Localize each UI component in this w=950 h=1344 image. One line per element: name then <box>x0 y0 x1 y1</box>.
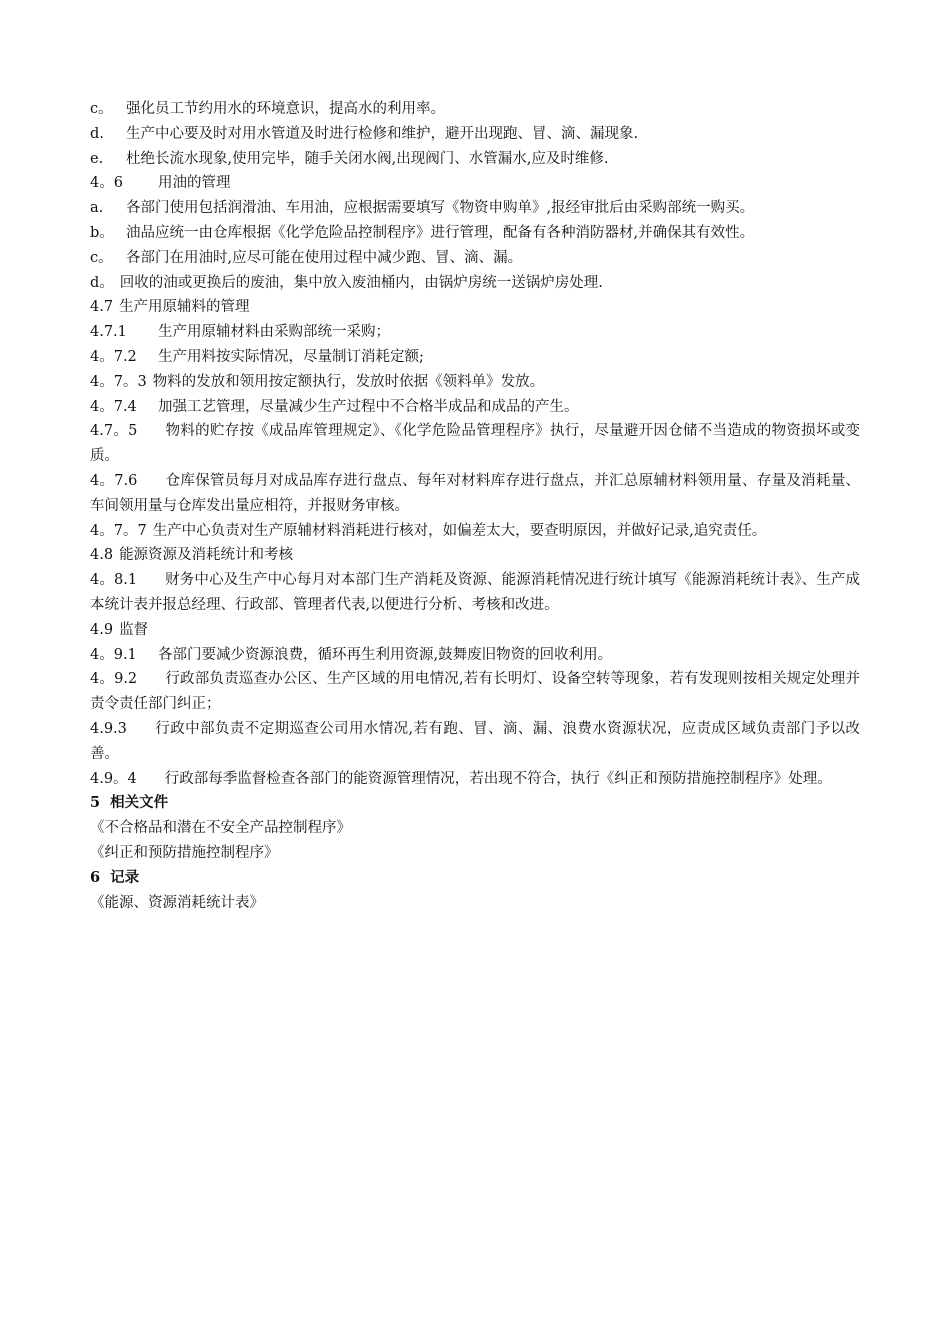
clause-text: 仓库保管员每月对成品库存进行盘点、每年对材料库存进行盘点，并汇总原辅材料领用量、存量及消耗量、车间领用量与仓库发出量应相符，并报财务审核。 <box>90 472 860 514</box>
clause-text: 物料的贮存按《成品库管理规定》、《化学危险品管理程序》执行，尽量避开因仓储不当造成的物资损坏或变质。 <box>90 423 860 465</box>
document-line <box>90 320 860 345</box>
document-line <box>90 345 860 370</box>
clause-number: d. <box>90 125 104 142</box>
clause-text: 杜绝长流水现象,使用完毕，随手关闭水阀,出现阀门、水管漏水,应及时维修. <box>126 150 609 167</box>
clause-number: 4.8 <box>90 547 114 564</box>
clause-number: 4。8.1 <box>90 572 138 589</box>
document-line <box>90 246 860 271</box>
document-line <box>90 643 860 668</box>
document-line <box>90 147 860 172</box>
document-line <box>90 122 860 147</box>
document-line <box>90 395 860 420</box>
clause-number: 4.7。5 <box>90 423 138 440</box>
clause-number: 5 <box>90 794 101 812</box>
clause-text: 行政部负责巡查办公区、生产区域的用电情况,若有长明灯、设备空转等现象，若有发现则按相关规定处理并责令责任部门纠正； <box>90 671 860 713</box>
clause-text: 《能源、资源消耗统计表》 <box>90 894 264 911</box>
clause-number: 6 <box>90 868 101 886</box>
document-line <box>90 419 860 469</box>
clause-text: 生产用原辅材料由采购部统一采购； <box>158 324 390 341</box>
clause-number: 4。7。7 <box>90 522 147 539</box>
clause-text: 各部门使用包括润滑油、车用油，应根据需要填写《物资申购单》,报经审批后由采购部统一购买。 <box>126 200 755 217</box>
section-heading <box>90 866 860 891</box>
document-line <box>90 271 860 296</box>
section-heading <box>90 791 860 816</box>
document-line <box>90 717 860 767</box>
clause-text: 物料的发放和领用按定额执行，发放时依据《领料单》发放。 <box>152 373 545 390</box>
document-line <box>90 618 860 643</box>
clause-text: 强化员工节约用水的环境意识，提高水的利用率。 <box>126 101 445 117</box>
clause-number: a. <box>90 200 104 217</box>
document-line <box>90 667 860 717</box>
document-line <box>90 196 860 221</box>
document-line <box>90 519 860 544</box>
clause-number: 4。9.2 <box>90 671 138 688</box>
document-line <box>90 97 860 122</box>
clause-text: 各部门在用油时,应尽可能在使用过程中减少跑、冒、滴、漏。 <box>126 249 523 266</box>
clause-text: 相关文件 <box>110 794 169 812</box>
clause-number: 4。7.4 <box>90 398 137 415</box>
clause-number: 4.9。4 <box>90 770 137 787</box>
document-line <box>90 370 860 395</box>
clause-text: 生产用料按实际情况，尽量制订消耗定额; <box>158 348 424 365</box>
document-line <box>90 543 860 568</box>
document-line <box>90 891 860 916</box>
clause-text: 《纠正和预防措施控制程序》 <box>90 844 279 861</box>
clause-text: 行政中部负责不定期巡查公司用水情况,若有跑、冒、滴、漏、浪费水资源状况，应责成区域负责部门予以改善。 <box>90 720 860 762</box>
clause-number: 4。7.6 <box>90 472 138 489</box>
clause-number: e. <box>90 150 104 167</box>
clause-number: c。 <box>90 249 113 266</box>
clause-number: 4。9.1 <box>90 646 137 663</box>
clause-number: 4.9 <box>90 621 114 638</box>
clause-number: c。 <box>90 101 113 117</box>
document-line <box>90 295 860 320</box>
clause-number: 4.7 <box>90 299 114 316</box>
clause-text: 生产用原辅料的管理 <box>119 299 250 316</box>
document-line <box>90 221 860 246</box>
clause-number: 4。6 <box>90 175 123 192</box>
clause-number: 4。7.2 <box>90 348 137 365</box>
clause-number: 4.9.3 <box>90 720 127 737</box>
clause-text: 监督 <box>119 621 149 638</box>
clause-text: 加强工艺管理，尽量减少生产过程中不合格半成品和成品的产生。 <box>158 398 579 415</box>
document-line <box>90 568 860 618</box>
clause-text: 生产中心负责对生产原辅材料消耗进行核对，如偏差太大，要查明原因，并做好记录,追究责任。 <box>152 522 767 539</box>
document-line <box>90 171 860 196</box>
clause-text: 财务中心及生产中心每月对本部门生产消耗及资源、能源消耗情况进行统计填写《能源消耗统计表》、生产成本统计表并报总经理、行政部、管理者代表,以便进行分析、考核和改进。 <box>90 572 860 613</box>
clause-text: 记录 <box>110 868 140 886</box>
clause-text: 油品应统一由仓库根据《化学危险品控制程序》进行管理，配备有各种消防器材,并确保其有效性。 <box>126 224 755 241</box>
document-line <box>90 469 860 519</box>
clause-text: 用油的管理 <box>158 175 231 192</box>
clause-number: d。 <box>90 274 114 291</box>
clause-number: 4。7。3 <box>90 373 147 390</box>
clause-number: 4.7.1 <box>90 324 127 341</box>
document-line <box>90 841 860 866</box>
document-line <box>90 767 860 792</box>
clause-text: 行政部每季监督检查各部门的能资源管理情况，若出现不符合，执行《纠正和预防措施控制程序》处理。 <box>164 770 832 787</box>
clause-text: 各部门要减少资源浪费，循环再生利用资源,鼓舞废旧物资的回收利用。 <box>158 646 613 663</box>
clause-text: 《不合格品和潜在不安全产品控制程序》 <box>90 820 351 837</box>
document-page <box>90 97 860 915</box>
clause-number: b。 <box>90 224 114 241</box>
document-line <box>90 816 860 841</box>
clause-text: 回收的油或更换后的废油，集中放入废油桶内，由锅炉房统一送锅炉房处理. <box>119 274 603 291</box>
clause-text: 能源资源及消耗统计和考核 <box>119 547 294 564</box>
clause-text: 生产中心要及时对用水管道及时进行检修和维护，避开出现跑、冒、滴、漏现象. <box>126 125 639 142</box>
